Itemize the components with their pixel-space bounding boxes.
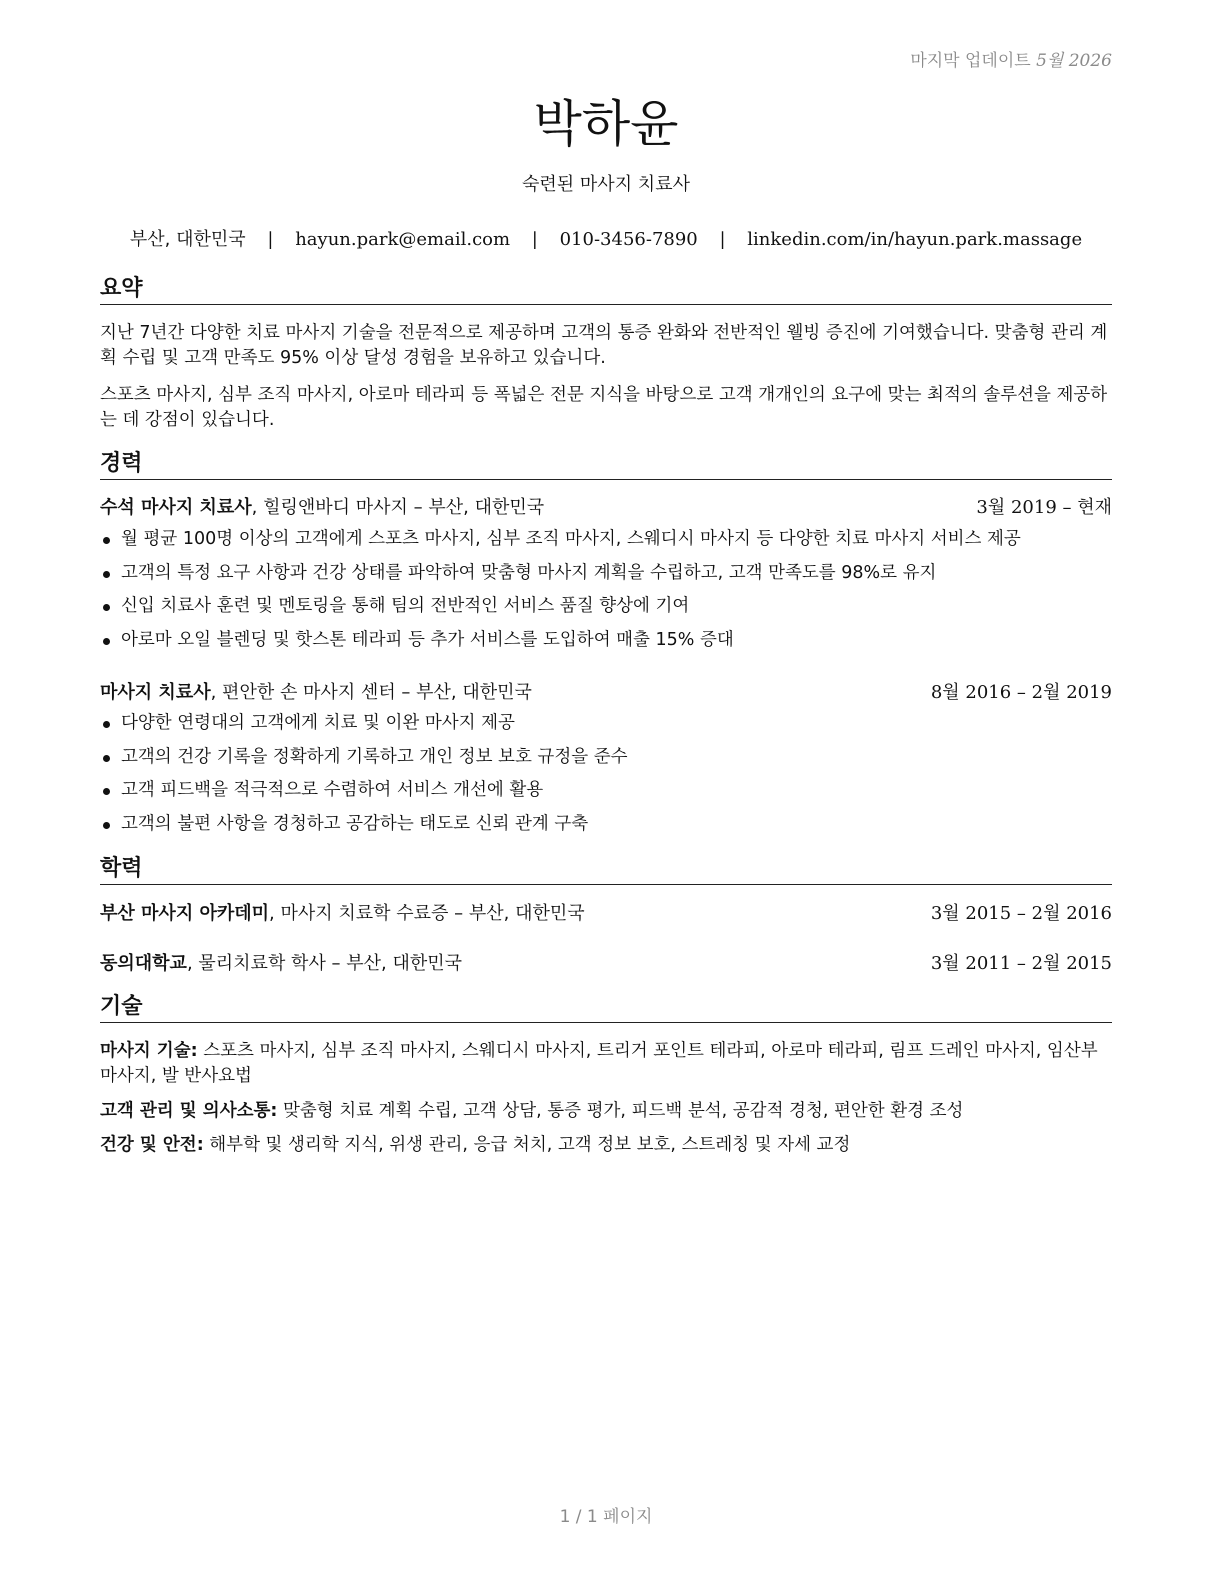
experience-bullet: 고객의 특정 요구 사항과 건강 상태를 파악하여 맞춤형 마사지 계획을 수립하고, 고객 만족도를 98%로 유지 [100,561,1112,585]
school-name: 동의대학교 [100,953,187,974]
contact-phone[interactable]: 010-3456-7890 [559,229,698,250]
experience-bullet: 신입 치료사 훈련 및 멘토링을 통해 팀의 전반적인 서비스 품질 향상에 기여 [100,594,1112,618]
school-detail: , 마사지 치료학 수료증 – 부산, 대한민국 [269,903,585,924]
experience-bullet: 고객의 건강 기록을 정확하게 기록하고 개인 정보 보호 규정을 준수 [100,745,1112,769]
education-entry [100,902,1112,926]
education-date: 3월 2015 – 2월 2016 [930,903,1112,924]
skill-label: 건강 및 안전: [100,1135,204,1155]
contact-line [100,225,1112,251]
job-org: , 편안한 손 마사지 센터 – 부산, 대한민국 [210,682,532,703]
experience-entry-header [100,681,1112,705]
resume-page [100,0,1112,1584]
skill-line [100,1099,1112,1124]
job-date: 3월 2019 – 현재 [976,497,1112,518]
contact-separator: | [531,229,538,250]
job-title: 수석 마사지 치료사 [100,497,252,518]
experience-bullet: 월 평균 100명 이상의 고객에게 스포츠 마사지, 심부 조직 마사지, 스웨디시 마사지 등 다양한 치료 마사지 서비스 제공 [100,527,1112,551]
section-title-skills: 기술 [100,994,1112,1023]
job-title: 마사지 치료사 [100,682,211,703]
education-entry [100,952,1112,976]
section-title-education: 학력 [100,856,1112,885]
summary-paragraph: 스포츠 마사지, 심부 조직 마사지, 아로마 테라피 등 폭넓은 전문 지식을 바탕으로 고객 개개인의 요구에 맞는 최적의 솔루션을 제공하는 데 강점이 있습니다. [100,385,1108,430]
job-org: , 힐링앤바디 마사지 – 부산, 대한민국 [251,497,545,518]
experience-bullet: 아로마 오일 블렌딩 및 핫스톤 테라피 등 추가 서비스를 도입하여 매출 15% 증대 [100,628,1112,652]
school-name: 부산 마사지 아카데미 [100,903,270,924]
school-detail: , 물리치료학 학사 – 부산, 대한민국 [186,953,463,974]
experience-bullet: 다양한 연령대의 고객에게 치료 및 이완 마사지 제공 [100,711,1112,735]
contact-email[interactable]: hayun.park@email.com [295,229,511,250]
section-title-experience: 경력 [100,451,1112,480]
contact-separator: | [719,229,726,250]
experience-entry-header [100,496,1112,520]
skill-line [100,1039,1112,1089]
contact-location: 부산, 대한민국 [129,229,246,250]
contact-separator: | [267,229,274,250]
last-updated-date: 5월 2026 [1036,51,1112,71]
last-updated-label: 마지막 업데이트 [910,51,1031,71]
page-number: 1 / 1 페이지 [559,1507,653,1527]
candidate-tagline: 숙련된 마사지 치료사 [522,174,690,195]
summary-paragraph: 지난 7년간 다양한 치료 마사지 기술을 전문적으로 제공하며 고객의 통증 완화와 전반적인 웰빙 증진에 기여했습니다. 맞춤형 관리 계획 수립 및 고객 만족도 95% 이상 달성 경험을 보유하고 있습니다. [100,323,1108,368]
contact-linkedin[interactable]: linkedin.com/in/hayun.park.massage [747,229,1083,250]
skill-text: 해부학 및 생리학 지식, 위생 관리, 응급 처치, 고객 정보 보호, 스트레칭 및 자세 교정 [203,1135,851,1155]
skill-text: 맞춤형 치료 계획 수립, 고객 상담, 통증 평가, 피드백 분석, 공감적 경청, 편안한 환경 조성 [277,1101,964,1121]
skill-label: 고객 관리 및 의사소통: [100,1101,278,1121]
candidate-name: 박하윤 [533,95,679,153]
experience-bullet: 고객의 불편 사항을 경청하고 공감하는 태도로 신뢰 관계 구축 [100,812,1112,836]
experience-bullet: 고객 피드백을 적극적으로 수렴하여 서비스 개선에 활용 [100,778,1112,802]
section-title-summary: 요약 [100,276,1112,305]
education-date: 3월 2011 – 2월 2015 [930,953,1112,974]
skill-text: 스포츠 마사지, 심부 조직 마사지, 스웨디시 마사지, 트리거 포인트 테라피, 아로마 테라피, 림프 드레인 마사지, 임산부 마사지, 발 반사요법 [100,1041,1098,1086]
skill-label: 마사지 기술: [100,1041,198,1061]
skill-line [100,1133,1112,1158]
job-date: 8월 2016 – 2월 2019 [930,682,1112,703]
last-updated [910,46,1112,71]
